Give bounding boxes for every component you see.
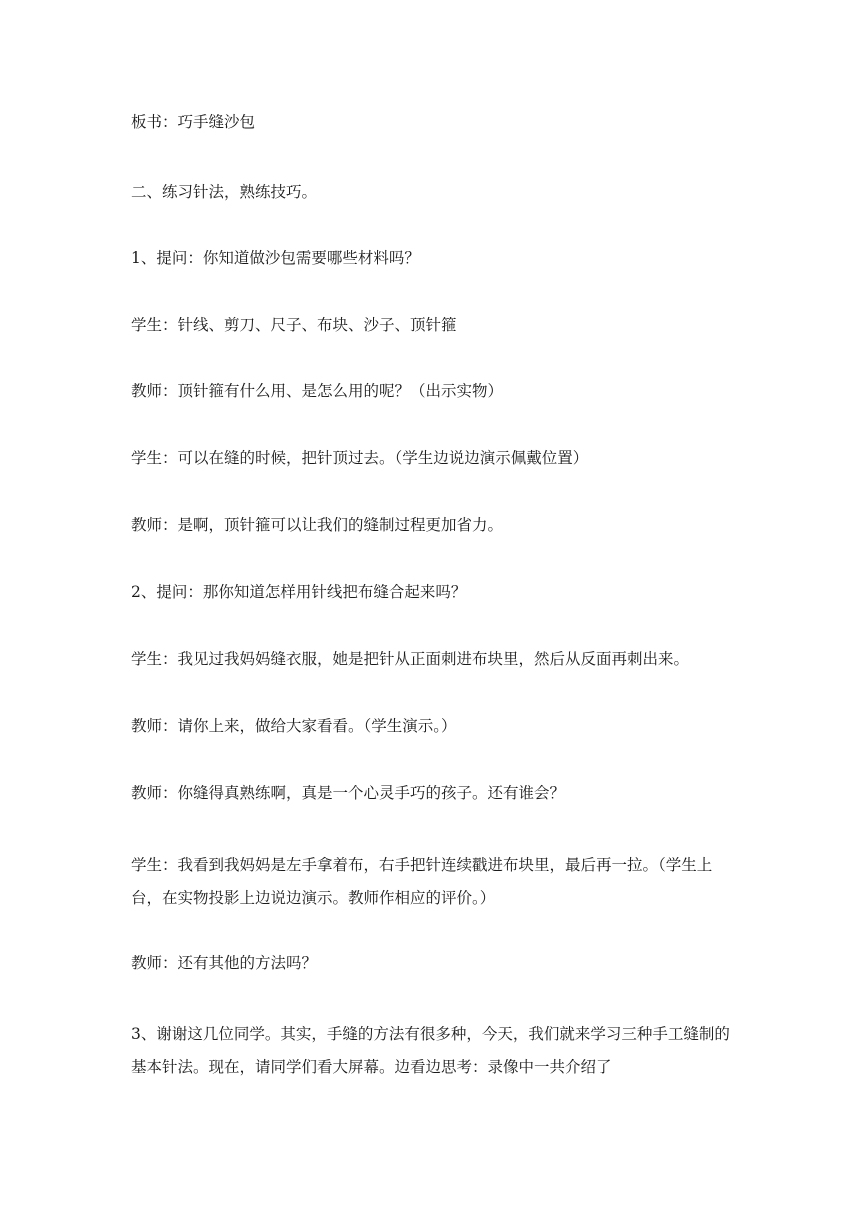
paragraph: 3、谢谢这几位同学。其实，手缝的方法有很多种，今天，我们就来学习三种手工缝制的基本针法。现在，请同学们看大屏幕。边看边思考：录像中一共介绍了: [131, 1025, 730, 1076]
paragraph: 学生：可以在缝的时候，把针顶过去。（学生边说边演示佩戴位置）: [131, 449, 589, 467]
paragraph: 教师：请你上来，做给大家看看。（学生演示。）: [131, 717, 457, 735]
paragraph: 学生：我见过我妈妈缝衣服，她是把针从正面刺进布块里，然后从反面再刺出来。: [131, 650, 690, 668]
paragraph: 教师：还有其他的方法吗？: [131, 954, 318, 972]
paragraph: 2、提问：那你知道怎样用针线把布缝合起来吗？: [131, 583, 467, 601]
paragraph: 教师：你缝得真熟练啊，真是一个心灵手巧的孩子。还有谁会？: [131, 784, 566, 802]
paragraph: 教师：是啊，顶针箍可以让我们的缝制过程更加省力。: [131, 516, 504, 534]
board-title: 板书：巧手缝沙包: [131, 113, 256, 131]
paragraph: 1、提问：你知道做沙包需要哪些材料吗？: [131, 249, 420, 267]
paragraph: 学生：我看到我妈妈是左手拿着布，右手把针连续戳进布块里，最后再一拉。（学生上台，在实物投影上边说边演示。教师作相应的评价。）: [131, 856, 713, 907]
section-heading: 二、练习针法，熟练技巧。: [131, 183, 318, 201]
paragraph: 学生：针线、剪刀、尺子、布块、沙子、顶针箍: [131, 316, 457, 334]
paragraph: 教师：顶针箍有什么用、是怎么用的呢？（出示实物）: [131, 382, 504, 400]
